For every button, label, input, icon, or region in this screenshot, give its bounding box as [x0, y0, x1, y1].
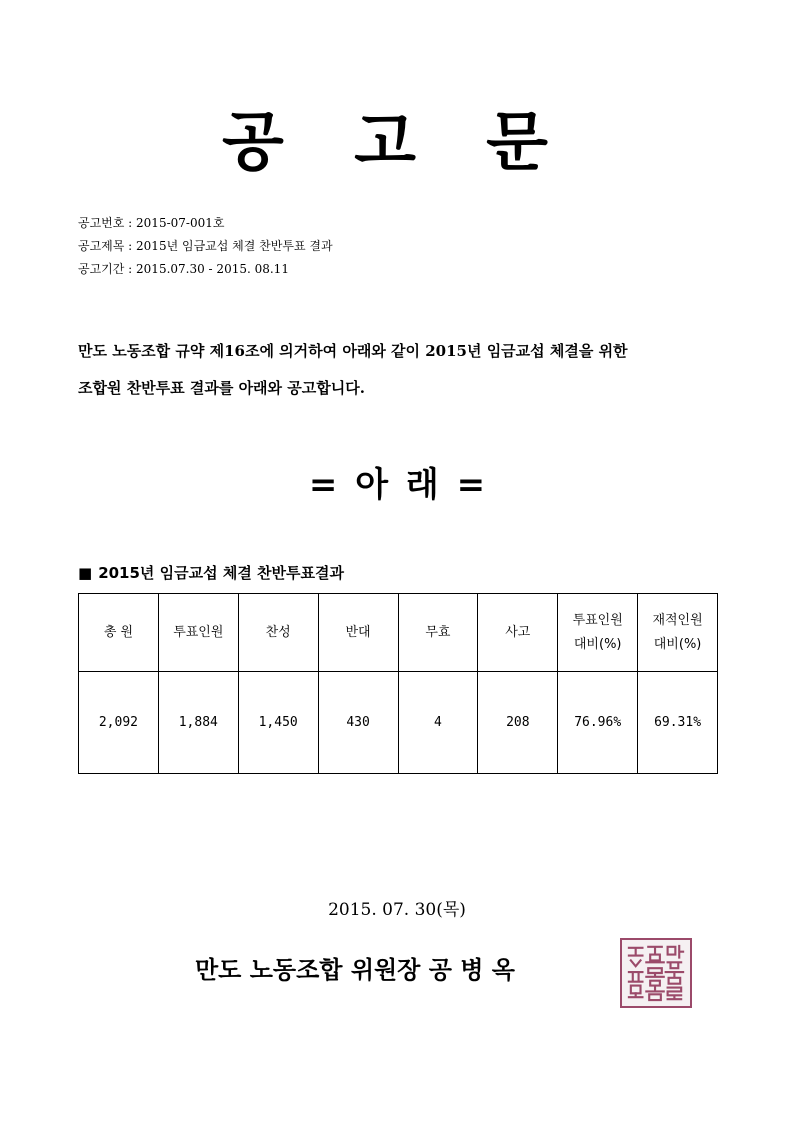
cell-absent: 208	[478, 672, 558, 774]
subheading: = 아 래 =	[308, 465, 486, 505]
document-date: 2015. 07. 30(목)	[328, 900, 466, 920]
official-seal-icon	[620, 938, 692, 1008]
table-header-row	[79, 594, 718, 672]
intro-paragraph	[78, 333, 718, 407]
cell-approve: 1,450	[238, 672, 318, 774]
header-voter-ratio: 투표인원 대비(%)	[558, 594, 638, 672]
notice-subject: 공고제목 : 2015년 임금교섭 체결 찬반투표 결과	[78, 239, 333, 253]
vote-result-table	[78, 593, 718, 774]
header-invalid: 무효	[398, 594, 478, 672]
cell-voter-ratio: 76.96%	[558, 672, 638, 774]
notice-meta	[78, 212, 333, 281]
header-voters: 투표인원	[158, 594, 238, 672]
signer-name: 만도 노동조합 위원장 공 병 옥	[195, 956, 515, 984]
section-title: 2015년 임금교섭 체결 찬반투표결과	[98, 564, 344, 582]
header-approve: 찬성	[238, 594, 318, 672]
section-heading	[78, 562, 344, 584]
table-row	[79, 672, 718, 774]
notice-period: 공고기간 : 2015.07.30 - 2015. 08.11	[78, 262, 289, 276]
cell-total-members: 2,092	[79, 672, 159, 774]
header-absent: 사고	[478, 594, 558, 672]
square-bullet-icon: ■	[78, 564, 93, 582]
cell-oppose: 430	[318, 672, 398, 774]
header-member-ratio: 재적인원 대비(%)	[638, 594, 718, 672]
notice-number: 공고번호 : 2015-07-001호	[78, 216, 225, 230]
cell-invalid: 4	[398, 672, 478, 774]
intro-line-2: 조합원 찬반투표 결과를 아래와 공고합니다.	[78, 379, 365, 397]
seal-glyphs	[625, 943, 687, 1003]
cell-member-ratio: 69.31%	[638, 672, 718, 774]
header-total-members: 총 원	[79, 594, 159, 672]
cell-voters: 1,884	[158, 672, 238, 774]
document-title: 공 고 문	[221, 106, 573, 180]
intro-line-1: 만도 노동조합 규약 제16조에 의거하여 아래와 같이 2015년 임금교섭 체결을 위한	[78, 342, 628, 360]
header-oppose: 반대	[318, 594, 398, 672]
